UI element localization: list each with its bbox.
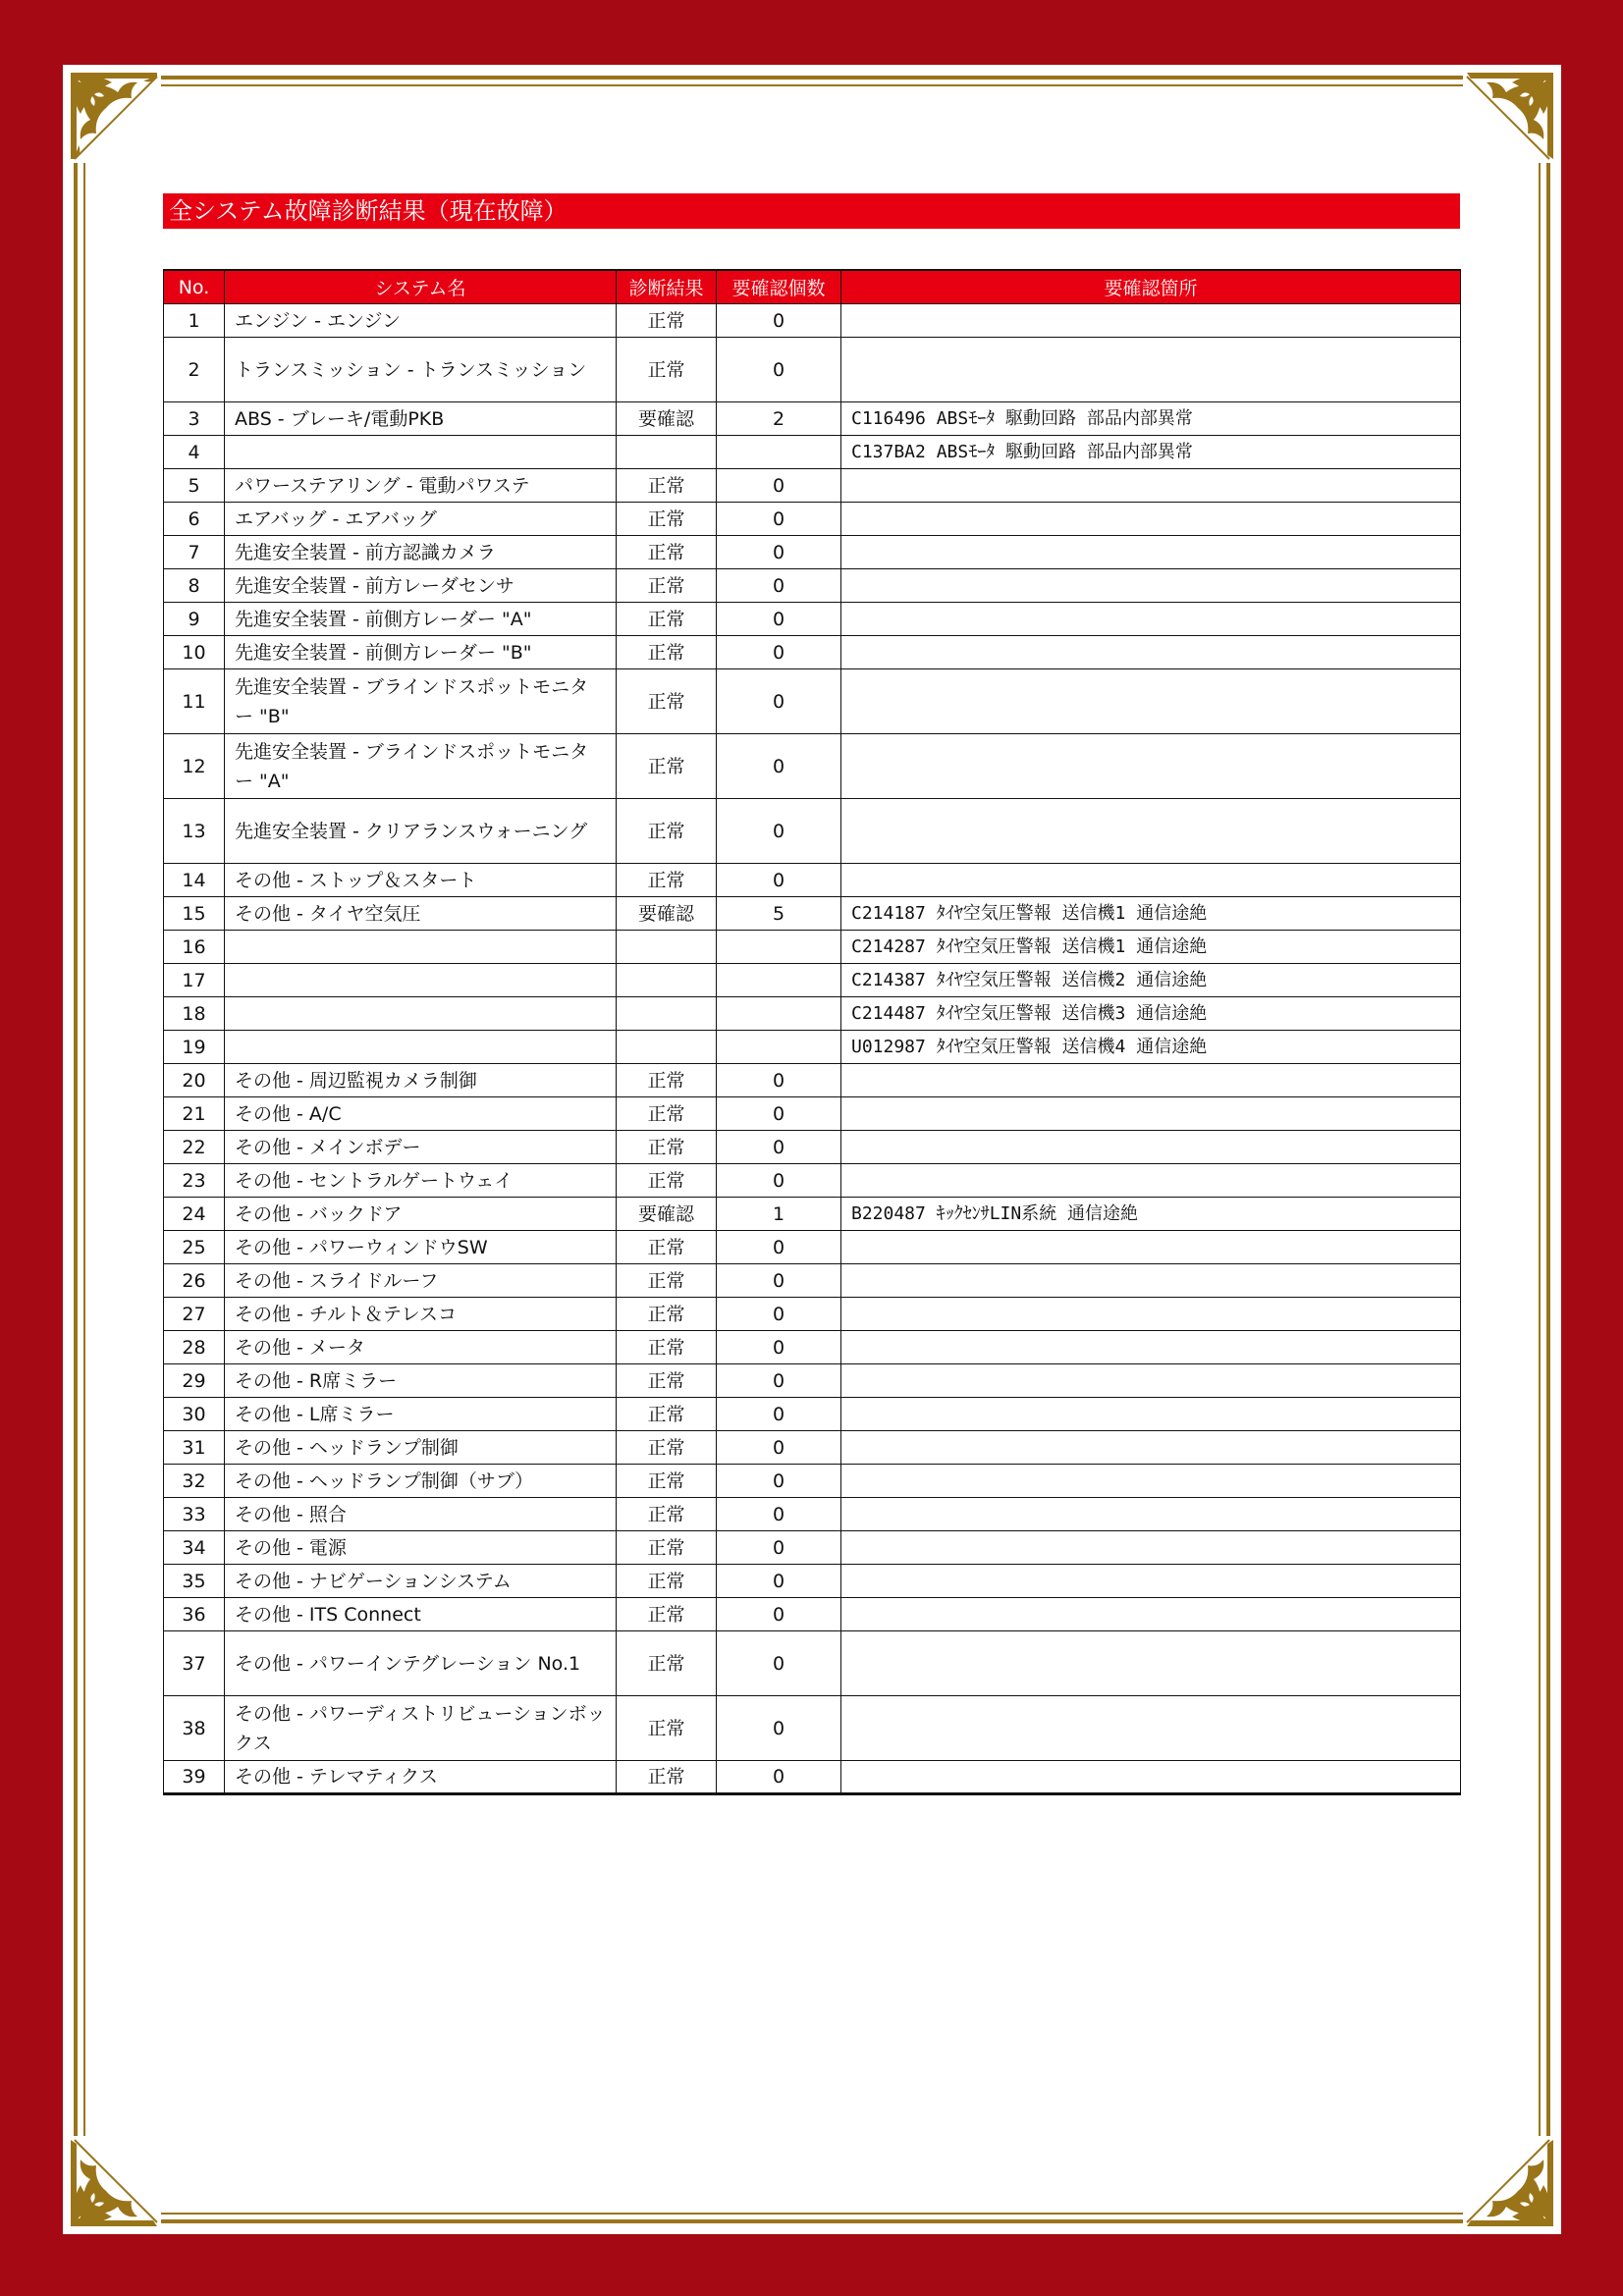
cell-result bbox=[617, 1031, 717, 1064]
cell-location bbox=[841, 338, 1461, 402]
cell-no: 39 bbox=[164, 1761, 225, 1794]
cell-location: C214487 ﾀｲﾔ空気圧警報 送信機3 通信途絶 bbox=[841, 997, 1461, 1031]
cell-system-name: その他 - ナビゲーションシステム bbox=[225, 1565, 617, 1598]
cell-count: 0 bbox=[717, 1696, 841, 1761]
cell-result: 正常 bbox=[617, 1465, 717, 1498]
cell-count: 0 bbox=[717, 1298, 841, 1331]
cell-count: 0 bbox=[717, 304, 841, 338]
cell-system-name bbox=[225, 436, 617, 469]
cell-no: 25 bbox=[164, 1231, 225, 1264]
table-row bbox=[164, 636, 1461, 669]
cell-no: 21 bbox=[164, 1097, 225, 1131]
cell-no: 4 bbox=[164, 436, 225, 469]
table-row bbox=[164, 1331, 1461, 1364]
cell-count: 0 bbox=[717, 1364, 841, 1398]
cell-result: 正常 bbox=[617, 1064, 717, 1097]
cell-location: C214287 ﾀｲﾔ空気圧警報 送信機1 通信途絶 bbox=[841, 931, 1461, 964]
cell-count: 2 bbox=[717, 402, 841, 436]
cell-no: 18 bbox=[164, 997, 225, 1031]
cell-location bbox=[841, 864, 1461, 897]
cell-location bbox=[841, 1565, 1461, 1598]
cell-result: 正常 bbox=[617, 338, 717, 402]
cell-system-name: 先進安全装置 - 前方認識カメラ bbox=[225, 536, 617, 569]
table-row bbox=[164, 338, 1461, 402]
cell-count bbox=[717, 931, 841, 964]
cell-count: 0 bbox=[717, 1398, 841, 1431]
cell-result: 正常 bbox=[617, 1298, 717, 1331]
cell-system-name: その他 - 照合 bbox=[225, 1498, 617, 1531]
cell-result: 正常 bbox=[617, 1131, 717, 1164]
cell-no: 30 bbox=[164, 1398, 225, 1431]
cell-system-name: その他 - 電源 bbox=[225, 1531, 617, 1565]
cell-no: 31 bbox=[164, 1431, 225, 1465]
cell-result: 正常 bbox=[617, 1331, 717, 1364]
cell-location: U012987 ﾀｲﾔ空気圧警報 送信機4 通信途絶 bbox=[841, 1031, 1461, 1064]
cell-location: C116496 ABSﾓｰﾀ 駆動回路 部品内部異常 bbox=[841, 402, 1461, 436]
cell-location bbox=[841, 603, 1461, 636]
cell-system-name: その他 - ヘッドランプ制御 bbox=[225, 1431, 617, 1465]
cell-system-name bbox=[225, 997, 617, 1031]
cell-system-name: 先進安全装置 - 前側方レーダー "B" bbox=[225, 636, 617, 669]
cell-result: 要確認 bbox=[617, 897, 717, 931]
cell-result: 正常 bbox=[617, 1696, 717, 1761]
cell-system-name: その他 - テレマティクス bbox=[225, 1761, 617, 1794]
table-row bbox=[164, 1631, 1461, 1696]
cell-result: 要確認 bbox=[617, 402, 717, 436]
cell-count bbox=[717, 964, 841, 997]
cell-location bbox=[841, 1398, 1461, 1431]
cell-no: 12 bbox=[164, 734, 225, 799]
cell-system-name: その他 - バックドア bbox=[225, 1198, 617, 1231]
cell-system-name: その他 - L席ミラー bbox=[225, 1398, 617, 1431]
cell-result: 正常 bbox=[617, 1531, 717, 1565]
cell-no: 3 bbox=[164, 402, 225, 436]
cell-no: 22 bbox=[164, 1131, 225, 1164]
cell-location bbox=[841, 1431, 1461, 1465]
column-header-system-name: システム名 bbox=[225, 270, 617, 304]
cell-result: 正常 bbox=[617, 503, 717, 536]
cell-count: 0 bbox=[717, 636, 841, 669]
cell-result bbox=[617, 964, 717, 997]
cell-no: 36 bbox=[164, 1598, 225, 1631]
cell-no: 1 bbox=[164, 304, 225, 338]
cell-result: 正常 bbox=[617, 734, 717, 799]
cell-result: 要確認 bbox=[617, 1198, 717, 1231]
cell-location bbox=[841, 1298, 1461, 1331]
table-row bbox=[164, 1264, 1461, 1298]
cell-count: 1 bbox=[717, 1198, 841, 1231]
cell-result: 正常 bbox=[617, 1364, 717, 1398]
cell-count bbox=[717, 436, 841, 469]
table-row bbox=[164, 569, 1461, 603]
cell-location bbox=[841, 1164, 1461, 1198]
cell-result: 正常 bbox=[617, 636, 717, 669]
table-row bbox=[164, 469, 1461, 503]
cell-count: 0 bbox=[717, 864, 841, 897]
table-row bbox=[164, 1031, 1461, 1064]
cell-result: 正常 bbox=[617, 1398, 717, 1431]
cell-count: 0 bbox=[717, 1465, 841, 1498]
cell-system-name: その他 - スライドルーフ bbox=[225, 1264, 617, 1298]
cell-location bbox=[841, 1097, 1461, 1131]
cell-count bbox=[717, 997, 841, 1031]
table-row bbox=[164, 1465, 1461, 1498]
cell-system-name: 先進安全装置 - ブラインドスポットモニター "B" bbox=[225, 669, 617, 734]
cell-result: 正常 bbox=[617, 569, 717, 603]
table-row bbox=[164, 402, 1461, 436]
table-row bbox=[164, 304, 1461, 338]
column-header-location: 要確認箇所 bbox=[841, 270, 1461, 304]
cell-count: 0 bbox=[717, 1761, 841, 1794]
cell-location bbox=[841, 1498, 1461, 1531]
cell-count: 0 bbox=[717, 1331, 841, 1364]
cell-no: 7 bbox=[164, 536, 225, 569]
table-row bbox=[164, 864, 1461, 897]
cell-system-name: 先進安全装置 - 前側方レーダー "A" bbox=[225, 603, 617, 636]
cell-system-name: その他 - メータ bbox=[225, 1331, 617, 1364]
table-row bbox=[164, 931, 1461, 964]
cell-location bbox=[841, 1696, 1461, 1761]
table-row bbox=[164, 1364, 1461, 1398]
cell-result: 正常 bbox=[617, 1598, 717, 1631]
cell-result: 正常 bbox=[617, 1761, 717, 1794]
cell-count: 0 bbox=[717, 1598, 841, 1631]
table-row bbox=[164, 1064, 1461, 1097]
cell-result: 正常 bbox=[617, 864, 717, 897]
cell-count: 0 bbox=[717, 536, 841, 569]
column-header-no: No. bbox=[164, 270, 225, 304]
table-header-row bbox=[164, 270, 1461, 304]
table-row bbox=[164, 1298, 1461, 1331]
cell-count: 0 bbox=[717, 1498, 841, 1531]
cell-count: 0 bbox=[717, 1565, 841, 1598]
ornament-corner-icon bbox=[67, 69, 161, 163]
cell-location: B220487 ｷｯｸｾﾝｻLIN系統 通信途絶 bbox=[841, 1198, 1461, 1231]
cell-location bbox=[841, 1264, 1461, 1298]
ornament-corner-icon bbox=[1463, 69, 1557, 163]
diagnosis-table bbox=[163, 269, 1461, 1795]
table-row bbox=[164, 536, 1461, 569]
cell-no: 17 bbox=[164, 964, 225, 997]
cell-count: 0 bbox=[717, 1431, 841, 1465]
table-row bbox=[164, 1131, 1461, 1164]
cell-location bbox=[841, 1131, 1461, 1164]
cell-result: 正常 bbox=[617, 1231, 717, 1264]
cell-system-name: パワーステアリング - 電動パワステ bbox=[225, 469, 617, 503]
cell-result: 正常 bbox=[617, 1431, 717, 1465]
cell-system-name bbox=[225, 964, 617, 997]
cell-no: 37 bbox=[164, 1631, 225, 1696]
cell-count bbox=[717, 1031, 841, 1064]
table-row bbox=[164, 1164, 1461, 1198]
cell-location bbox=[841, 734, 1461, 799]
table-row bbox=[164, 1398, 1461, 1431]
table-row bbox=[164, 1097, 1461, 1131]
cell-count: 0 bbox=[717, 1097, 841, 1131]
cell-no: 10 bbox=[164, 636, 225, 669]
cell-system-name: その他 - パワーウィンドウSW bbox=[225, 1231, 617, 1264]
cell-count: 0 bbox=[717, 1631, 841, 1696]
table-row bbox=[164, 1531, 1461, 1565]
cell-count: 0 bbox=[717, 799, 841, 864]
cell-result: 正常 bbox=[617, 669, 717, 734]
cell-no: 27 bbox=[164, 1298, 225, 1331]
cell-count: 0 bbox=[717, 603, 841, 636]
cell-count: 0 bbox=[717, 469, 841, 503]
ornament-corner-icon bbox=[67, 2136, 161, 2230]
cell-result: 正常 bbox=[617, 603, 717, 636]
cell-system-name: 先進安全装置 - ブラインドスポットモニター "A" bbox=[225, 734, 617, 799]
cell-location bbox=[841, 1631, 1461, 1696]
table-row bbox=[164, 436, 1461, 469]
cell-system-name: その他 - セントラルゲートウェイ bbox=[225, 1164, 617, 1198]
cell-location bbox=[841, 304, 1461, 338]
table-row bbox=[164, 1431, 1461, 1465]
cell-location bbox=[841, 1331, 1461, 1364]
cell-count: 0 bbox=[717, 338, 841, 402]
cell-location: C137BA2 ABSﾓｰﾀ 駆動回路 部品内部異常 bbox=[841, 436, 1461, 469]
page-title: 全システム故障診断結果（現在故障） bbox=[163, 193, 1460, 229]
cell-count: 0 bbox=[717, 503, 841, 536]
cell-no: 23 bbox=[164, 1164, 225, 1198]
table-row bbox=[164, 669, 1461, 734]
cell-system-name: その他 - タイヤ空気圧 bbox=[225, 897, 617, 931]
cell-result: 正常 bbox=[617, 1498, 717, 1531]
cell-location bbox=[841, 1761, 1461, 1794]
table-row bbox=[164, 603, 1461, 636]
cell-location bbox=[841, 1364, 1461, 1398]
cell-location bbox=[841, 1231, 1461, 1264]
cell-location bbox=[841, 799, 1461, 864]
table-row bbox=[164, 1231, 1461, 1264]
cell-system-name: その他 - R席ミラー bbox=[225, 1364, 617, 1398]
cell-result bbox=[617, 931, 717, 964]
table-row bbox=[164, 1498, 1461, 1531]
cell-no: 19 bbox=[164, 1031, 225, 1064]
cell-count: 0 bbox=[717, 1164, 841, 1198]
cell-system-name: 先進安全装置 - 前方レーダセンサ bbox=[225, 569, 617, 603]
cell-result: 正常 bbox=[617, 1097, 717, 1131]
cell-system-name: その他 - ヘッドランプ制御（サブ） bbox=[225, 1465, 617, 1498]
cell-system-name: ABS - ブレーキ/電動PKB bbox=[225, 402, 617, 436]
cell-system-name: その他 - 周辺監視カメラ制御 bbox=[225, 1064, 617, 1097]
table-row bbox=[164, 1696, 1461, 1761]
cell-no: 16 bbox=[164, 931, 225, 964]
column-header-count: 要確認個数 bbox=[717, 270, 841, 304]
cell-no: 8 bbox=[164, 569, 225, 603]
cell-location: C214187 ﾀｲﾔ空気圧警報 送信機1 通信途絶 bbox=[841, 897, 1461, 931]
cell-count: 0 bbox=[717, 1264, 841, 1298]
table-row bbox=[164, 503, 1461, 536]
cell-result: 正常 bbox=[617, 469, 717, 503]
table-row bbox=[164, 734, 1461, 799]
cell-location bbox=[841, 669, 1461, 734]
cell-location bbox=[841, 1064, 1461, 1097]
cell-system-name: その他 - チルト＆テレスコ bbox=[225, 1298, 617, 1331]
cell-location: C214387 ﾀｲﾔ空気圧警報 送信機2 通信途絶 bbox=[841, 964, 1461, 997]
cell-system-name: エンジン - エンジン bbox=[225, 304, 617, 338]
cell-location bbox=[841, 636, 1461, 669]
table-row bbox=[164, 1565, 1461, 1598]
cell-location bbox=[841, 1598, 1461, 1631]
cell-system-name: その他 - A/C bbox=[225, 1097, 617, 1131]
cell-no: 32 bbox=[164, 1465, 225, 1498]
cell-result: 正常 bbox=[617, 1631, 717, 1696]
cell-system-name: 先進安全装置 - クリアランスウォーニング bbox=[225, 799, 617, 864]
cell-system-name: その他 - ITS Connect bbox=[225, 1598, 617, 1631]
cell-no: 2 bbox=[164, 338, 225, 402]
cell-system-name: その他 - ストップ＆スタート bbox=[225, 864, 617, 897]
cell-result bbox=[617, 997, 717, 1031]
table-row bbox=[164, 897, 1461, 931]
cell-no: 38 bbox=[164, 1696, 225, 1761]
cell-result: 正常 bbox=[617, 304, 717, 338]
cell-count: 0 bbox=[717, 1231, 841, 1264]
cell-location bbox=[841, 469, 1461, 503]
cell-result: 正常 bbox=[617, 1264, 717, 1298]
cell-system-name bbox=[225, 1031, 617, 1064]
cell-location bbox=[841, 1531, 1461, 1565]
cell-location bbox=[841, 503, 1461, 536]
cell-result: 正常 bbox=[617, 536, 717, 569]
cell-location bbox=[841, 1465, 1461, 1498]
cell-no: 26 bbox=[164, 1264, 225, 1298]
cell-no: 34 bbox=[164, 1531, 225, 1565]
cell-no: 5 bbox=[164, 469, 225, 503]
cell-system-name: トランスミッション - トランスミッション bbox=[225, 338, 617, 402]
cell-count: 0 bbox=[717, 569, 841, 603]
cell-count: 0 bbox=[717, 1064, 841, 1097]
cell-system-name: エアバッグ - エアバッグ bbox=[225, 503, 617, 536]
cell-no: 14 bbox=[164, 864, 225, 897]
cell-count: 0 bbox=[717, 669, 841, 734]
cell-no: 35 bbox=[164, 1565, 225, 1598]
cell-location bbox=[841, 536, 1461, 569]
cell-result: 正常 bbox=[617, 799, 717, 864]
table-row bbox=[164, 964, 1461, 997]
cell-result: 正常 bbox=[617, 1565, 717, 1598]
column-header-result: 診断結果 bbox=[617, 270, 717, 304]
cell-no: 33 bbox=[164, 1498, 225, 1531]
cell-no: 20 bbox=[164, 1064, 225, 1097]
table-row bbox=[164, 799, 1461, 864]
cell-result: 正常 bbox=[617, 1164, 717, 1198]
table-row bbox=[164, 997, 1461, 1031]
cell-system-name: その他 - パワーディストリビューションボックス bbox=[225, 1696, 617, 1761]
cell-no: 28 bbox=[164, 1331, 225, 1364]
ornament-corner-icon bbox=[1463, 2136, 1557, 2230]
cell-no: 15 bbox=[164, 897, 225, 931]
table-row bbox=[164, 1198, 1461, 1231]
cell-count: 0 bbox=[717, 1531, 841, 1565]
cell-no: 13 bbox=[164, 799, 225, 864]
cell-no: 6 bbox=[164, 503, 225, 536]
cell-no: 11 bbox=[164, 669, 225, 734]
cell-result bbox=[617, 436, 717, 469]
cell-no: 24 bbox=[164, 1198, 225, 1231]
cell-system-name: その他 - パワーインテグレーション No.1 bbox=[225, 1631, 617, 1696]
cell-location bbox=[841, 569, 1461, 603]
cell-count: 5 bbox=[717, 897, 841, 931]
cell-count: 0 bbox=[717, 1131, 841, 1164]
cell-system-name bbox=[225, 931, 617, 964]
cell-no: 9 bbox=[164, 603, 225, 636]
cell-no: 29 bbox=[164, 1364, 225, 1398]
cell-system-name: その他 - メインボデー bbox=[225, 1131, 617, 1164]
table-row bbox=[164, 1598, 1461, 1631]
table-row bbox=[164, 1761, 1461, 1794]
cell-count: 0 bbox=[717, 734, 841, 799]
